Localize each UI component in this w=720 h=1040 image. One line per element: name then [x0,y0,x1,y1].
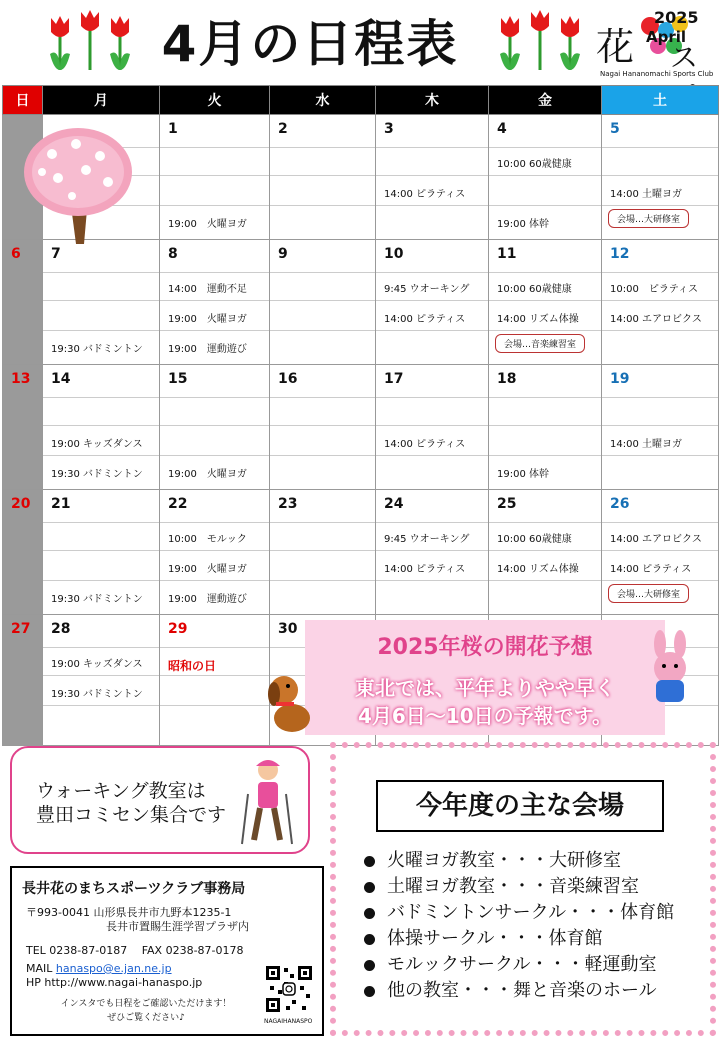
event-entry: 10:00 モルック [168,534,247,545]
calendar-cell-mon [43,240,160,365]
cell-divider [270,272,375,273]
cell-divider [602,455,718,456]
cell-divider [43,522,159,523]
cell-divider [270,550,375,551]
cell-divider [160,425,269,426]
day-number: 24 [384,496,404,512]
club-logo [592,6,716,82]
event-entry: 14:00 ピラティス [384,314,466,325]
holiday-label: 昭和の日 [168,659,217,673]
cell-divider [489,397,601,398]
weekday-fri: 金 [489,86,602,115]
venue-list-text: 体操サークル・・・体育館 [387,928,603,949]
cell-divider [270,205,375,206]
bullet-icon [364,856,375,867]
day-number: 30 [278,621,298,637]
event-entry: 9:45 ウオーキング [384,284,470,295]
sakura-heading: 2025年桜の開花予想 [377,635,593,660]
day-number: 17 [384,371,404,387]
cell-divider [160,522,269,523]
day-number: 15 [168,371,188,387]
cell-divider [160,272,269,273]
cell-divider [376,272,488,273]
calendar-cell-fri [489,490,602,615]
calendar-cell-wed [270,240,376,365]
cell-divider [43,397,159,398]
cell-divider [376,330,488,331]
cell-divider [270,330,375,331]
calendar-cell-thu [376,115,489,240]
cell-divider [489,330,601,331]
tulip-icon [490,10,590,74]
day-number: 10 [384,246,404,262]
calendar-cell-thu [376,365,489,490]
event-entry: 10:00 ピラティス [610,284,699,295]
calendar-cell-sat [602,240,719,365]
weekday-sun: 日 [3,86,43,115]
calendar-cell-sun [3,490,43,615]
cell-divider [376,455,488,456]
cell-divider [602,580,718,581]
venues-heading: 今年度の主な会場 [376,780,664,832]
day-number: 4 [497,121,507,137]
weekday-sat: 土 [602,86,719,115]
day-number: 25 [497,496,517,512]
day-number: 19 [610,371,630,387]
event-entry: 10:00 60歳健康 [497,284,572,295]
cell-divider [602,330,718,331]
cell-divider [602,300,718,301]
day-number: 16 [278,371,298,387]
cell-divider [489,205,601,206]
cell-divider [270,522,375,523]
day-number: 23 [278,496,298,512]
cell-divider [43,705,159,706]
logo-kana: ス [670,41,699,74]
sakura-line-2: 4月6日～10日の予報です。 [357,704,613,728]
cell-divider [602,522,718,523]
calendar-cell-sun [3,240,43,365]
calendar-cell-sun [3,365,43,490]
cell-divider [160,397,269,398]
calendar-cell-fri [489,240,602,365]
cell-divider [160,300,269,301]
main-venues-panel [330,742,718,1038]
calendar-cell-tue [160,490,270,615]
cell-divider [43,647,159,648]
cell-divider [489,300,601,301]
weekday-tue: 火 [160,86,270,115]
cell-divider [270,147,375,148]
day-number: 13 [11,371,31,387]
cell-divider [43,272,159,273]
logo-kanji: 花 [596,25,635,69]
page-title: 4月の日程表 [161,15,459,73]
cell-divider [489,580,601,581]
cell-divider [160,675,269,676]
office-homepage[interactable]: HP http://www.nagai-hanaspo.jp [26,976,203,989]
event-entry: 14:00 リズム体操 [497,564,579,575]
cell-divider [376,550,488,551]
office-mail-label: MAIL [26,962,56,975]
cell-divider [602,175,718,176]
sakura-forecast-banner [305,620,665,735]
office-info [10,866,324,1036]
venue-list-item [364,846,621,872]
office-mail-link[interactable]: hanaspo@e.jan.ne.jp [55,962,172,975]
calendar-cell-wed [270,365,376,490]
cell-divider [602,205,718,206]
event-entry: 19:00 運動遊び [168,344,247,355]
office-address-2: 長井市置賜生涯学習プラザ内 [106,920,249,933]
day-number: 27 [11,621,31,637]
cell-divider [160,175,269,176]
day-number: 11 [497,246,517,262]
event-entry: 14:00 ピラティス [384,564,466,575]
cell-divider [160,580,269,581]
bullet-icon [364,882,375,893]
day-number: 9 [278,246,288,262]
calendar-cell-fri [489,365,602,490]
day-number: 7 [51,246,61,262]
venue-callout: 会場…大研修室 [608,209,689,228]
logo-year: 2025 [654,8,699,27]
calendar-cell-thu [376,240,489,365]
cell-divider [270,455,375,456]
event-entry: 19:00 運動遊び [168,594,247,605]
event-entry: 19:00 キッズダンス [51,439,143,450]
calendar-cell-sun [3,615,43,746]
event-entry: 19:30 バドミントン [51,344,143,355]
cell-divider [602,272,718,273]
cell-divider [270,580,375,581]
event-entry: 19:00 体幹 [497,219,549,230]
day-number: 28 [51,621,71,637]
event-entry: 14:00 土曜ヨガ [610,439,682,450]
event-entry: 10:00 60歳健康 [497,159,572,170]
office-heading: 長井花のまちスポーツクラブ事務局 [22,881,246,897]
bullet-icon [364,960,375,971]
cell-divider [270,425,375,426]
weekday-mon: 月 [43,86,160,115]
cell-divider [602,425,718,426]
cell-divider [489,425,601,426]
cell-divider [602,147,718,148]
venue-list-text: 火曜ヨガ教室・・・大研修室 [387,850,621,871]
cell-divider [160,147,269,148]
logo-club-name: Nagai Hananomachi Sports Club [600,70,714,78]
event-entry: 19:30 バドミントン [51,594,143,605]
cell-divider [376,175,488,176]
day-number: 12 [610,246,630,262]
event-entry: 14:00 運動不足 [168,284,247,295]
event-entry: 14:00 土曜ヨガ [610,189,682,200]
venue-list-item [364,950,656,976]
event-entry: 19:00 キッズダンス [51,659,143,670]
cell-divider [602,397,718,398]
calendar-cell-tue [160,615,270,746]
cell-divider [376,425,488,426]
cell-divider [489,550,601,551]
venue-list-item [364,872,639,898]
calendar-cell-mon [43,490,160,615]
weekday-wed: 水 [270,86,376,115]
qr-code-icon[interactable] [264,964,314,1014]
venue-list-item [364,898,674,924]
day-number: 6 [11,246,21,262]
cell-divider [376,300,488,301]
calendar-week-row [3,240,719,365]
venue-list-text: 他の教室・・・舞と音楽のホール [387,980,657,1001]
calendar-cell-tue [160,365,270,490]
event-entry: 9:45 ウオーキング [384,534,470,545]
venue-callout: 会場…大研修室 [608,584,689,603]
office-mail-row [26,962,172,975]
cell-divider [489,272,601,273]
event-entry: 14:00 ピラティス [610,564,692,575]
bullet-icon [364,934,375,945]
calendar-cell-tue [160,240,270,365]
cell-divider [489,455,601,456]
event-entry: 19:00 体幹 [497,469,549,480]
weekday-header [3,86,719,115]
day-number: 1 [168,121,178,137]
calendar-cell-wed [270,490,376,615]
day-number: 22 [168,496,188,512]
cell-divider [43,455,159,456]
cell-divider [160,330,269,331]
day-number: 20 [11,496,31,512]
calendar-cell-thu [376,490,489,615]
day-number: 18 [497,371,517,387]
event-entry: 19:00 火曜ヨガ [168,314,247,325]
walking-line-1: ウォーキング教室は [36,780,206,802]
event-entry: 14:00 エアロビクス [610,534,702,545]
event-entry: 19:00 火曜ヨガ [168,469,247,480]
walking-line-2: 豊田コミセン集合です [36,804,227,826]
cell-divider [376,147,488,148]
cell-divider [489,522,601,523]
event-entry: 19:30 バドミントン [51,469,143,480]
event-entry: 19:00 火曜ヨガ [168,564,247,575]
venue-list-item [364,924,602,950]
logo-month: April [646,28,687,46]
cell-divider [376,205,488,206]
day-number: 3 [384,121,394,137]
office-address-1: 〒993-0041 山形県長井市九野本1235-1 [26,906,232,919]
office-note-2: ぜひご覧ください♪ [107,1013,185,1023]
calendar-cell-tue [160,115,270,240]
calendar-cell-wed [270,115,376,240]
day-number: 21 [51,496,71,512]
bullet-icon [364,986,375,997]
walker-icon [234,754,300,848]
venue-list-text: モルックサークル・・・軽運動室 [387,954,657,975]
day-number: 14 [51,371,71,387]
day-number: 29 [168,621,188,637]
cell-divider [43,300,159,301]
event-entry: 19:30 バドミントン [51,689,143,700]
cell-divider [43,330,159,331]
event-entry: 14:00 ピラティス [384,189,466,200]
walking-notice [10,746,310,854]
event-entry: 10:00 60歳健康 [497,534,572,545]
venue-list-text: 土曜ヨガ教室・・・音楽練習室 [387,876,639,897]
cell-divider [270,397,375,398]
cherry-tree-icon [14,120,140,244]
sakura-line-1: 東北では、平年よりやや早く [355,676,615,700]
weekday-thu: 木 [376,86,489,115]
calendar-cell-sat [602,490,719,615]
dog-icon [262,666,320,736]
event-entry: 19:00 火曜ヨガ [168,219,247,230]
qr-label: NAGAIHANASPO [264,1018,313,1025]
tulip-icon [40,10,140,74]
calendar-cell-sat [602,115,719,240]
cell-divider [160,705,269,706]
calendar-week-row [3,365,719,490]
venue-callout: 会場…音楽練習室 [495,334,585,353]
calendar-cell-mon [43,615,160,746]
cell-divider [160,205,269,206]
cell-divider [160,455,269,456]
calendar-cell-mon [43,365,160,490]
event-entry: 14:00 ピラティス [384,439,466,450]
cell-divider [160,550,269,551]
cell-divider [489,175,601,176]
rabbit-icon [632,630,710,720]
event-entry: 14:00 リズム体操 [497,314,579,325]
calendar-cell-sat [602,365,719,490]
office-tel-fax: TEL 0238-87-0187 FAX 0238-87-0178 [26,944,244,957]
cell-divider [43,675,159,676]
event-entry: 14:00 エアロビクス [610,314,702,325]
day-number: 8 [168,246,178,262]
office-note-1: インスタでも日程をご確認いただけます！ [60,999,232,1009]
cell-divider [376,580,488,581]
cell-divider [43,425,159,426]
bullet-icon [364,908,375,919]
cell-divider [270,175,375,176]
cell-divider [270,300,375,301]
cell-divider [489,147,601,148]
day-number: 2 [278,121,288,137]
cell-divider [43,550,159,551]
calendar-week-row [3,490,719,615]
cell-divider [43,580,159,581]
calendar-cell-fri [489,115,602,240]
day-number: 5 [610,121,620,137]
cell-divider [602,550,718,551]
cell-divider [160,647,269,648]
cell-divider [376,522,488,523]
day-number: 26 [610,496,630,512]
cell-divider [376,397,488,398]
venue-list-text: バドミントンサークル・・・体育館 [387,902,675,923]
venue-list-item [364,976,657,1002]
